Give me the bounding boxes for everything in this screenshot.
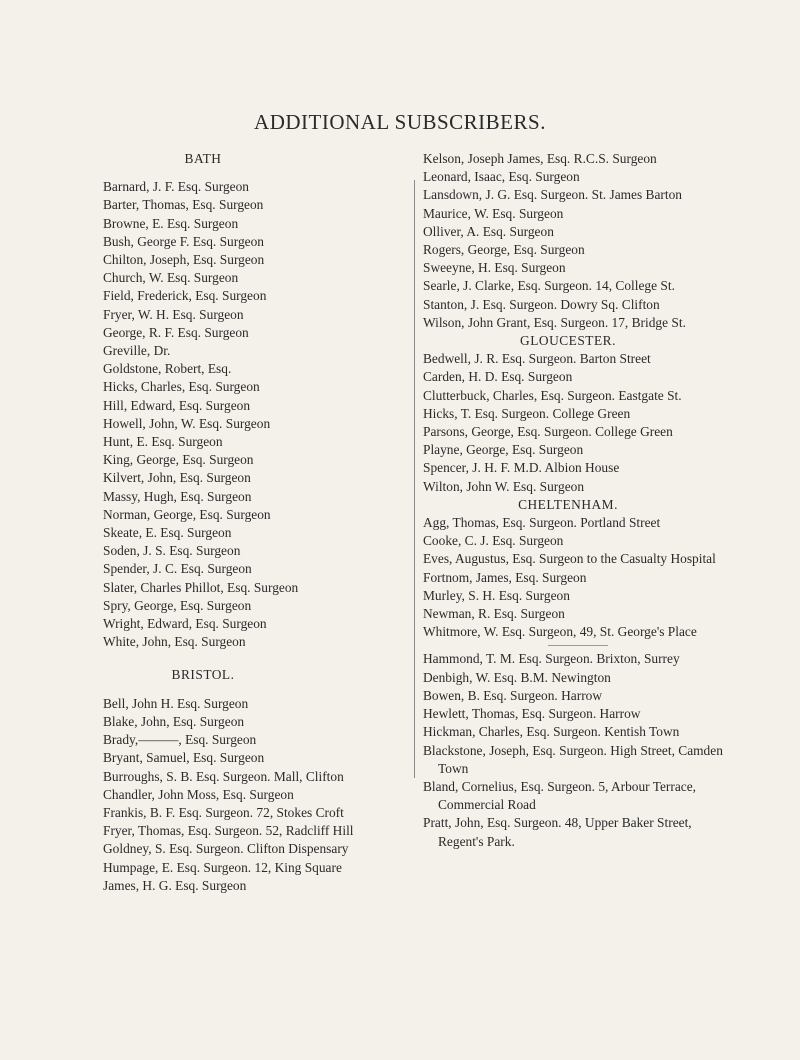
page-title: ADDITIONAL SUBSCRIBERS. — [254, 110, 546, 134]
subscriber-entry: Hicks, T. Esq. Surgeon. College Green — [423, 405, 631, 421]
subscriber-entry: Skeate, E. Esq. Surgeon — [103, 525, 232, 541]
column-divider — [414, 180, 415, 778]
subscriber-entry: Agg, Thomas, Esq. Surgeon. Portland Street — [423, 515, 661, 531]
subscriber-entry: Lansdown, J. G. Esq. Surgeon. St. James Barton — [423, 187, 682, 203]
section-heading: GLOUCESTER. — [520, 333, 616, 349]
subscriber-entry: Whitmore, W. Esq. Surgeon, 49, St. George's Place — [423, 624, 697, 640]
subscriber-entry: Olliver, A. Esq. Surgeon — [423, 223, 554, 239]
subscriber-entry: James, H. G. Esq. Surgeon — [103, 877, 247, 893]
subscriber-entry: Leonard, Isaac, Esq. Surgeon — [423, 169, 580, 185]
subscriber-entry: Barter, Thomas, Esq. Surgeon — [103, 197, 264, 213]
subscriber-entry: Spender, J. C. Esq. Surgeon — [103, 561, 252, 577]
subscriber-entry: Howell, John, W. Esq. Surgeon — [103, 415, 271, 431]
subscriber-entry: Humpage, E. Esq. Surgeon. 12, King Square — [103, 859, 342, 875]
subscriber-entry: Kelson, Joseph James, Esq. R.C.S. Surgeon — [423, 151, 657, 166]
subscriber-entry: King, George, Esq. Surgeon — [103, 452, 254, 468]
section-heading: CHELTENHAM. — [518, 496, 618, 512]
subscriber-entry: Sweeyne, H. Esq. Surgeon — [423, 260, 566, 276]
section-heading: BATH — [184, 151, 222, 166]
section-separator — [548, 645, 608, 646]
subscriber-entry: Cooke, C. J. Esq. Surgeon — [423, 533, 564, 549]
subscriber-entry: Burroughs, S. B. Esq. Surgeon. Mall, Clifton — [103, 768, 344, 784]
subscriber-entry: Stanton, J. Esq. Surgeon. Dowry Sq. Clifton — [423, 296, 660, 312]
subscriber-entry: Norman, George, Esq. Surgeon — [103, 506, 271, 522]
subscriber-entry: White, John, Esq. Surgeon — [103, 634, 246, 650]
subscriber-entry: Chilton, Joseph, Esq. Surgeon — [103, 252, 265, 268]
subscriber-entry: Browne, E. Esq. Surgeon — [103, 215, 239, 231]
subscriber-entry: Denbigh, W. Esq. B.M. Newington — [423, 669, 611, 685]
subscriber-entry: Goldney, S. Esq. Surgeon. Clifton Dispensary — [103, 841, 349, 857]
subscriber-entry: Parsons, George, Esq. Surgeon. College Green — [423, 424, 673, 440]
subscriber-entry: Hewlett, Thomas, Esq. Surgeon. Harrow — [423, 706, 641, 722]
right-column — [423, 150, 733, 851]
subscriber-entry: Bell, John H. Esq. Surgeon — [103, 695, 249, 711]
subscriber-entry: Carden, H. D. Esq. Surgeon — [423, 369, 573, 385]
subscriber-entry: Field, Frederick, Esq. Surgeon — [103, 288, 267, 304]
subscriber-entry: Hill, Edward, Esq. Surgeon — [103, 397, 251, 413]
subscriber-entry: Bland, Cornelius, Esq. Surgeon. 5, Arbour Terrace, Commercial Road — [423, 778, 697, 813]
left-column — [103, 150, 433, 895]
subscriber-entry: Barnard, J. F. Esq. Surgeon — [103, 179, 249, 195]
subscriber-entry: Newman, R. Esq. Surgeon — [423, 606, 565, 622]
subscriber-entry: Wright, Edward, Esq. Surgeon — [103, 616, 267, 632]
subscriber-entry: Fryer, W. H. Esq. Surgeon — [103, 306, 244, 322]
subscriber-entry: Soden, J. S. Esq. Surgeon — [103, 543, 241, 559]
subscriber-entry: Eves, Augustus, Esq. Surgeon to the Casualty Hospital — [423, 551, 716, 567]
subscriber-entry: Blackstone, Joseph, Esq. Surgeon. High Street, Camden Town — [423, 742, 723, 776]
subscriber-entry: Bush, George F. Esq. Surgeon — [103, 233, 264, 249]
subscriber-entry: Greville, Dr. — [103, 343, 171, 359]
subscriber-entry: Clutterbuck, Charles, Esq. Surgeon. Eastgate St. — [423, 387, 682, 403]
subscriber-entry: Hickman, Charles, Esq. Surgeon. Kentish Town — [423, 724, 680, 740]
subscriber-entry: Pratt, John, Esq. Surgeon. 48, Upper Baker Street, Regent's Park. — [423, 815, 692, 849]
subscriber-entry: Kilvert, John, Esq. Surgeon — [103, 470, 251, 486]
subscriber-entry: Brady,———, Esq. Surgeon — [103, 732, 257, 748]
subscriber-entry: Chandler, John Moss, Esq. Surgeon — [103, 786, 294, 802]
subscriber-entry: Rogers, George, Esq. Surgeon — [423, 242, 585, 258]
subscriber-entry: Fortnom, James, Esq. Surgeon — [423, 569, 587, 585]
subscriber-entry: Hicks, Charles, Esq. Surgeon — [103, 379, 260, 395]
subscriber-entry: Massy, Hugh, Esq. Surgeon — [103, 488, 252, 504]
subscriber-entry: Goldstone, Robert, Esq. — [103, 361, 232, 377]
subscriber-entry: Spencer, J. H. F. M.D. Albion House — [423, 460, 620, 476]
subscriber-entry: Church, W. Esq. Surgeon — [103, 270, 239, 286]
subscriber-entry: Blake, John, Esq. Surgeon — [103, 713, 245, 729]
subscriber-entry: Hammond, T. M. Esq. Surgeon. Brixton, Surrey — [423, 651, 680, 667]
subscriber-entry: Hunt, E. Esq. Surgeon — [103, 434, 223, 450]
subscriber-entry: Fryer, Thomas, Esq. Surgeon. 52, Radcliff Hill — [103, 823, 354, 839]
subscriber-entry: Frankis, B. F. Esq. Surgeon. 72, Stokes Croft — [103, 804, 344, 820]
subscriber-entry: Bowen, B. Esq. Surgeon. Harrow — [423, 687, 603, 703]
subscriber-entry: George, R. F. Esq. Surgeon — [103, 324, 249, 340]
subscriber-entry: Maurice, W. Esq. Surgeon — [423, 205, 564, 221]
subscriber-entry: Slater, Charles Phillot, Esq. Surgeon — [103, 579, 299, 595]
section-heading: BRISTOL. — [171, 667, 235, 683]
subscriber-entry: Playne, George, Esq. Surgeon — [423, 442, 584, 458]
subscriber-entry: Murley, S. H. Esq. Surgeon — [423, 587, 570, 603]
subscriber-entry: Spry, George, Esq. Surgeon — [103, 597, 252, 613]
subscriber-entry: Wilton, John W. Esq. Surgeon — [423, 478, 585, 494]
subscriber-entry: Bedwell, J. R. Esq. Surgeon. Barton Street — [423, 351, 651, 367]
subscriber-entry: Searle, J. Clarke, Esq. Surgeon. 14, College St. — [423, 278, 675, 294]
subscriber-entry: Bryant, Samuel, Esq. Surgeon — [103, 750, 265, 766]
subscriber-entry: Wilson, John Grant, Esq. Surgeon. 17, Bridge St. — [423, 314, 686, 330]
